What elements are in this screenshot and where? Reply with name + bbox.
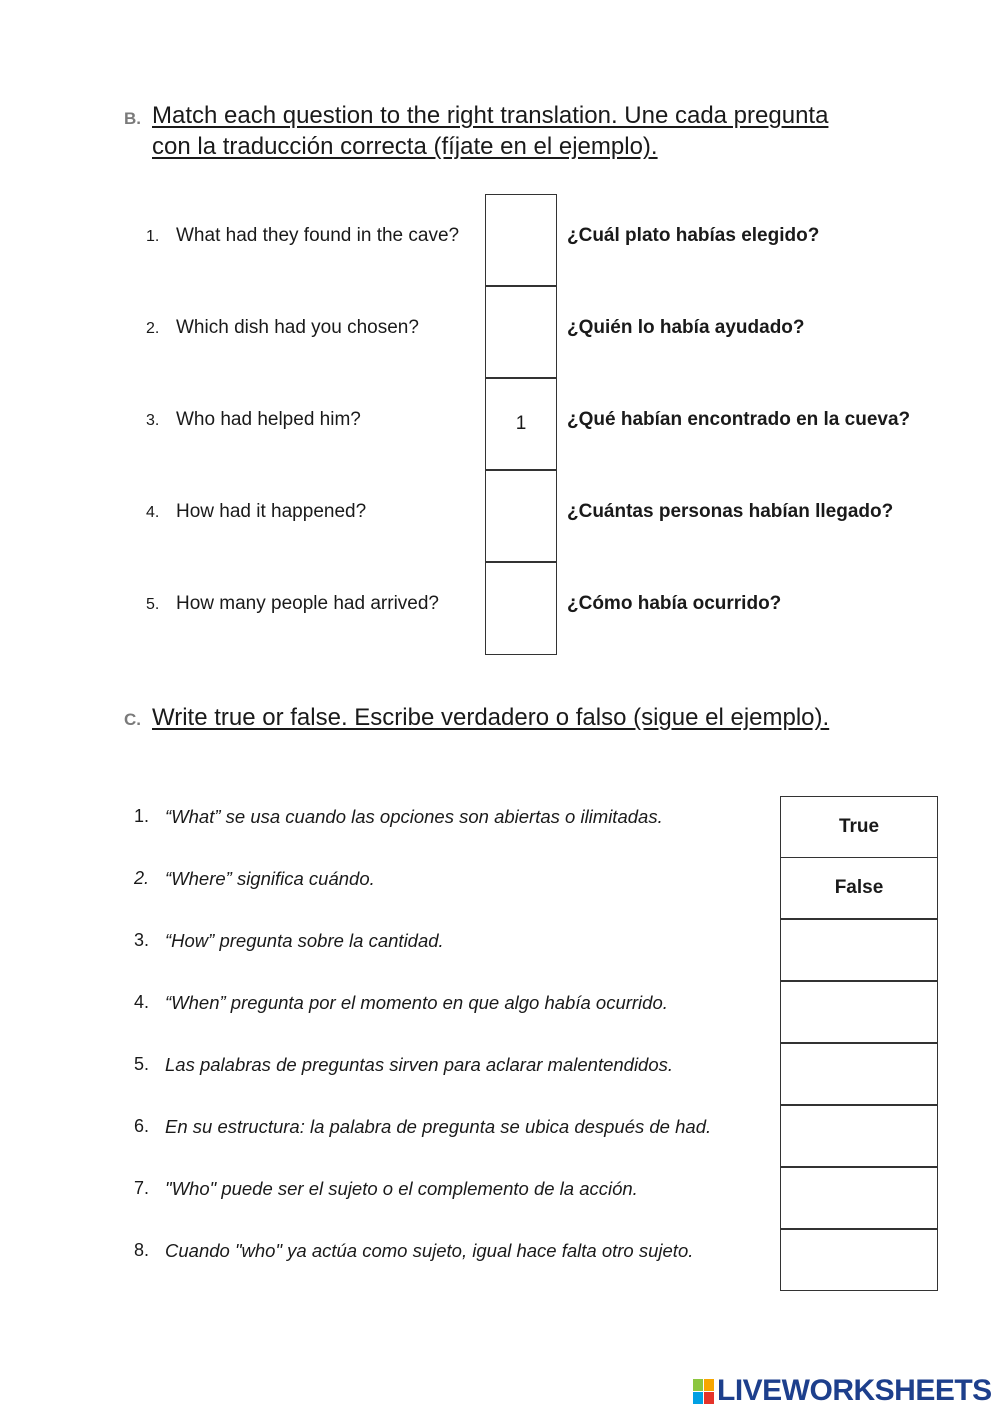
true-false-answer-box[interactable]: False xyxy=(780,857,938,919)
true-false-answer-box[interactable]: True xyxy=(780,796,938,858)
true-false-answer-box[interactable] xyxy=(780,1229,938,1291)
match-row-number: 1. xyxy=(146,228,160,245)
match-row-number: 4. xyxy=(146,504,160,521)
statement-text: “What” se usa cuando las opciones son abiertas o ilimitadas. xyxy=(165,806,663,827)
true-false-answer-box[interactable] xyxy=(780,981,938,1043)
true-false-answer-box[interactable] xyxy=(780,919,938,981)
match-answer-box[interactable] xyxy=(485,286,557,378)
match-translation: ¿Cómo había ocurrido? xyxy=(567,593,782,614)
match-answer-box[interactable] xyxy=(485,562,557,655)
section-c-title xyxy=(152,702,829,733)
match-question: What had they found in the cave? xyxy=(176,225,460,246)
match-row xyxy=(0,286,1000,378)
match-row-number: 2. xyxy=(146,320,160,337)
match-translation: ¿Cuál plato habías elegido? xyxy=(567,225,820,246)
match-answer-box[interactable] xyxy=(485,194,557,286)
liveworksheets-logo-icon xyxy=(693,1378,715,1404)
statement-text: Cuando "who" ya actúa como sujeto, igual hace falta otro sujeto. xyxy=(165,1240,694,1261)
statement-number: 1. xyxy=(134,806,150,826)
section-c-title-line: Write true or false. Escribe verdadero o falso (sigue el ejemplo). xyxy=(152,704,830,731)
statement-text: “When” pregunta por el momento en que algo había ocurrido. xyxy=(165,992,668,1013)
statement-text: Las palabras de preguntas sirven para aclarar malentendidos. xyxy=(165,1054,674,1075)
statement-number: 3. xyxy=(134,930,150,950)
match-question: How had it happened? xyxy=(176,501,367,522)
match-question: Who had helped him? xyxy=(176,409,361,430)
section-b-title xyxy=(152,100,828,162)
liveworksheets-logo-text: LIVEWORKSHEETS xyxy=(717,1374,992,1407)
section-b-title-line2: con la traducción correcta (fíjate en el ejemplo). xyxy=(152,133,658,160)
statement-text: “How” pregunta sobre la cantidad. xyxy=(165,930,444,951)
statement-number: 6. xyxy=(134,1116,150,1136)
statement-number: 7. xyxy=(134,1178,150,1198)
statement-number: 8. xyxy=(134,1240,150,1260)
match-row xyxy=(0,470,1000,562)
match-translation: ¿Qué habían encontrado en la cueva? xyxy=(567,409,911,430)
statement-text: "Who" puede ser el sujeto o el complemento de la acción. xyxy=(165,1178,638,1199)
match-row xyxy=(0,194,1000,286)
true-false-answer-box[interactable] xyxy=(780,1043,938,1105)
statement-number: 2. xyxy=(134,868,150,888)
section-b-letter: B. xyxy=(124,109,141,128)
match-answer-box[interactable]: 1 xyxy=(485,378,557,470)
match-question: How many people had arrived? xyxy=(176,593,439,614)
match-translation: ¿Quién lo había ayudado? xyxy=(567,317,805,338)
statement-text: “Where” significa cuándo. xyxy=(165,868,375,889)
statement-number: 5. xyxy=(134,1054,150,1074)
match-row xyxy=(0,378,1000,470)
match-row-number: 3. xyxy=(146,412,160,429)
statement-text: En su estructura: la palabra de pregunta se ubica después de had. xyxy=(165,1116,712,1137)
true-false-answer-box[interactable] xyxy=(780,1105,938,1167)
match-question: Which dish had you chosen? xyxy=(176,317,419,338)
match-translation: ¿Cuántas personas habían llegado? xyxy=(567,501,894,522)
match-row-number: 5. xyxy=(146,596,160,613)
section-c-letter: C. xyxy=(124,710,141,729)
liveworksheets-logo xyxy=(693,1374,992,1408)
match-answer-box[interactable] xyxy=(485,470,557,562)
section-b-title-line1: Match each question to the right translation. Une cada pregunta xyxy=(152,102,829,129)
match-row xyxy=(0,562,1000,654)
statement-number: 4. xyxy=(134,992,150,1012)
true-false-answer-box[interactable] xyxy=(780,1167,938,1229)
